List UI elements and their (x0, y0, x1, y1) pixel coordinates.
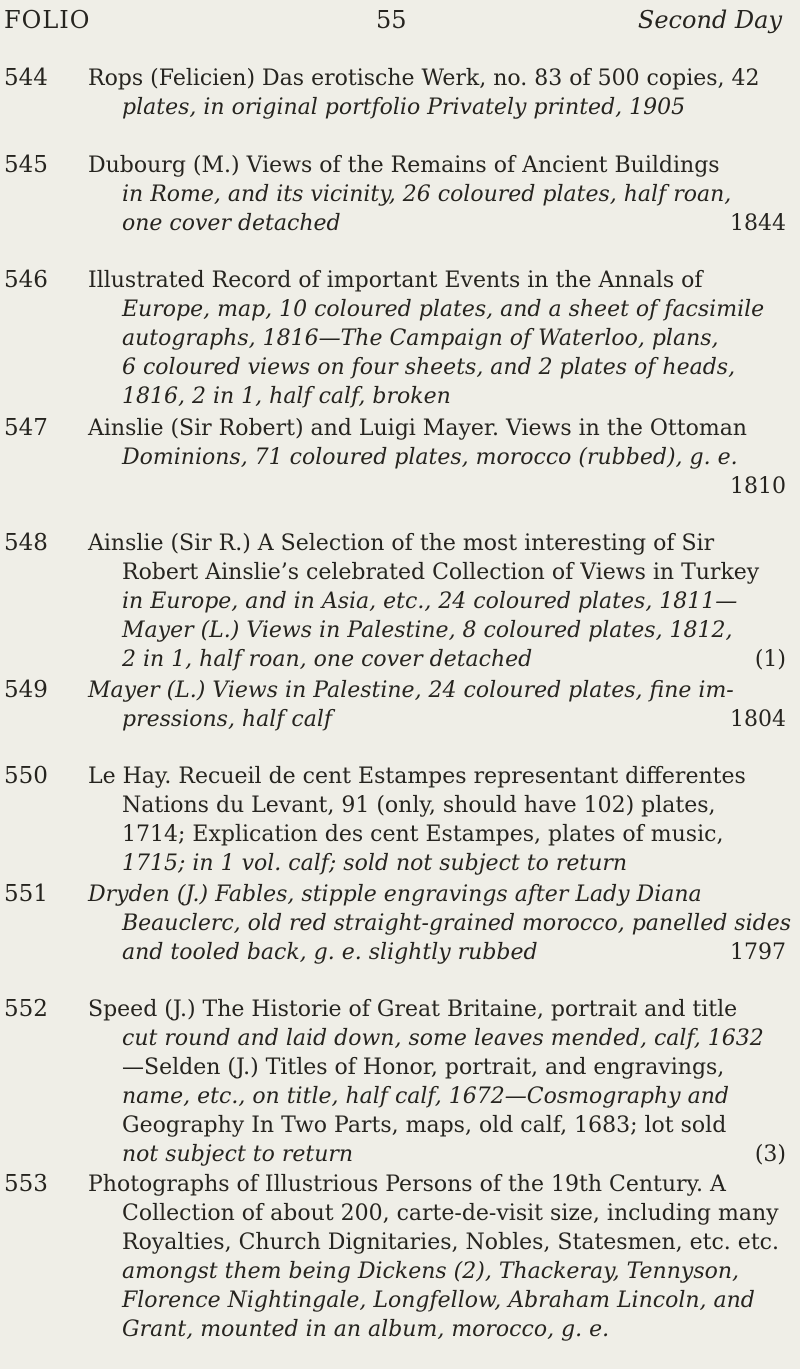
lot-line: Ainslie (Sir Robert) and Luigi Mayer. Views in the Ottoman (88, 416, 747, 441)
lot-line: Mayer (L.) Views in Palestine, 8 coloured plates, 1812, (122, 618, 733, 643)
lot-line: Nations du Levant, 91 (only, should have 102) plates, (122, 793, 716, 818)
lot-line: name, etc., on title, half calf, 1672—Cosmography and (122, 1084, 729, 1109)
header-folio: FOLIO (4, 6, 91, 34)
lot-line: Ainslie (Sir R.) A Selection of the most interesting of Sir (88, 531, 715, 556)
lot-line: Photographs of Illustrious Persons of the 19th Century. A (88, 1172, 726, 1197)
lot-number: 546 (4, 267, 48, 293)
lot-line (88, 705, 786, 734)
lot-line: Robert Ainslie’s celebrated Collection of Views in Turkey (122, 560, 760, 585)
lot-description (88, 414, 786, 501)
lot-line: 1714; Explication des cent Estampes, plates of music, (122, 822, 724, 847)
lot-date: 1810 (730, 474, 786, 499)
lot-date: 1804 (730, 707, 786, 732)
lot-line-text: pressions, half calf (122, 707, 332, 732)
lot-line-text: not subject to return (122, 1142, 354, 1167)
lot-description (88, 529, 786, 674)
lot-description (88, 762, 786, 878)
lot-line: Illustrated Record of important Events in the Annals of (88, 268, 703, 293)
lot-number: 552 (4, 996, 48, 1022)
lot-line: plates, in original portfolio Privately printed, 1905 (122, 95, 686, 120)
lot-line-text: and tooled back, g. e. slightly rubbed (122, 940, 538, 965)
lot-line-text: 2 in 1, half roan, one cover detached (122, 647, 533, 672)
page-number: 55 (376, 6, 407, 34)
lot-line: Dryden (J.) Fables, stipple engravings after Lady Diana (88, 882, 702, 907)
lot-line: autographs, 1816—The Campaign of Waterloo, plans, (122, 326, 719, 351)
lot-number: 544 (4, 65, 48, 91)
lot-number: 549 (4, 677, 48, 703)
lot-line: Mayer (L.) Views in Palestine, 24 coloured plates, fine im- (88, 678, 734, 703)
header-day: Second Day (637, 6, 782, 34)
lot-line: Beauclerc, old red straight-grained morocco, panelled sides (122, 911, 792, 936)
lot-line: Rops (Felicien) Das erotische Werk, no. 83 of 500 copies, 42 (88, 66, 760, 91)
lot-line: in Europe, and in Asia, etc., 24 coloured plates, 1811— (122, 589, 738, 614)
lot-line: Geography In Two Parts, maps, old calf, 1683; lot sold (122, 1113, 727, 1138)
lot-description (88, 676, 786, 734)
lot-line: Collection of about 200, carte-de-visit size, including many (122, 1201, 779, 1226)
lot-number: 547 (4, 415, 48, 441)
lot-line (88, 1140, 786, 1169)
lot-quantity: (1) (754, 647, 786, 672)
lot-description (88, 995, 786, 1169)
lot-line-text: one cover detached (122, 211, 341, 236)
lot-quantity: (3) (754, 1142, 786, 1167)
lot-line: Speed (J.) The Historie of Great Britaine, portrait and title (88, 997, 738, 1022)
lot-line: in Rome, and its vicinity, 26 coloured plates, half roan, (122, 182, 732, 207)
lot-line: Le Hay. Recueil de cent Estampes representant differentes (88, 764, 746, 789)
lot-line (88, 938, 786, 967)
lot-description (88, 64, 786, 122)
lot-line: Europe, map, 10 coloured plates, and a sheet of facsimile (122, 297, 765, 322)
lot-number: 548 (4, 530, 48, 556)
lot-number: 545 (4, 152, 48, 178)
lot-number: 553 (4, 1171, 48, 1197)
lot-line: Dominions, 71 coloured plates, morocco (rubbed), g. e. (122, 445, 738, 470)
lot-line: 1715; in 1 vol. calf; sold not subject to return (122, 851, 628, 876)
lot-date: 1844 (730, 211, 786, 236)
lot-line: 1816, 2 in 1, half calf, broken (122, 384, 451, 409)
lot-description (88, 1170, 786, 1344)
lot-line: amongst them being Dickens (2), Thackeray, Tennyson, (122, 1259, 740, 1284)
lot-line: 6 coloured views on four sheets, and 2 plates of heads, (122, 355, 736, 380)
lot-number: 550 (4, 763, 48, 789)
lot-line (88, 209, 786, 238)
lot-description (88, 880, 792, 967)
lot-description (88, 151, 786, 238)
page-header (0, 6, 800, 46)
lot-date: 1797 (730, 940, 786, 965)
lot-line: Florence Nightingale, Longfellow, Abraham Lincoln, and (122, 1288, 755, 1313)
lot-line: —Selden (J.) Titles of Honor, portrait, and engravings, (122, 1055, 725, 1080)
lot-line (88, 645, 786, 674)
lot-line: cut round and laid down, some leaves mended, calf, 1632 (122, 1026, 764, 1051)
lot-line: Dubourg (M.) Views of the Remains of Ancient Buildings (88, 153, 720, 178)
lot-line: Grant, mounted in an album, morocco, g. e. (122, 1317, 610, 1342)
lot-line: Royalties, Church Dignitaries, Nobles, Statesmen, etc. etc. (122, 1230, 779, 1255)
lot-number: 551 (4, 881, 48, 907)
lot-description (88, 266, 786, 411)
